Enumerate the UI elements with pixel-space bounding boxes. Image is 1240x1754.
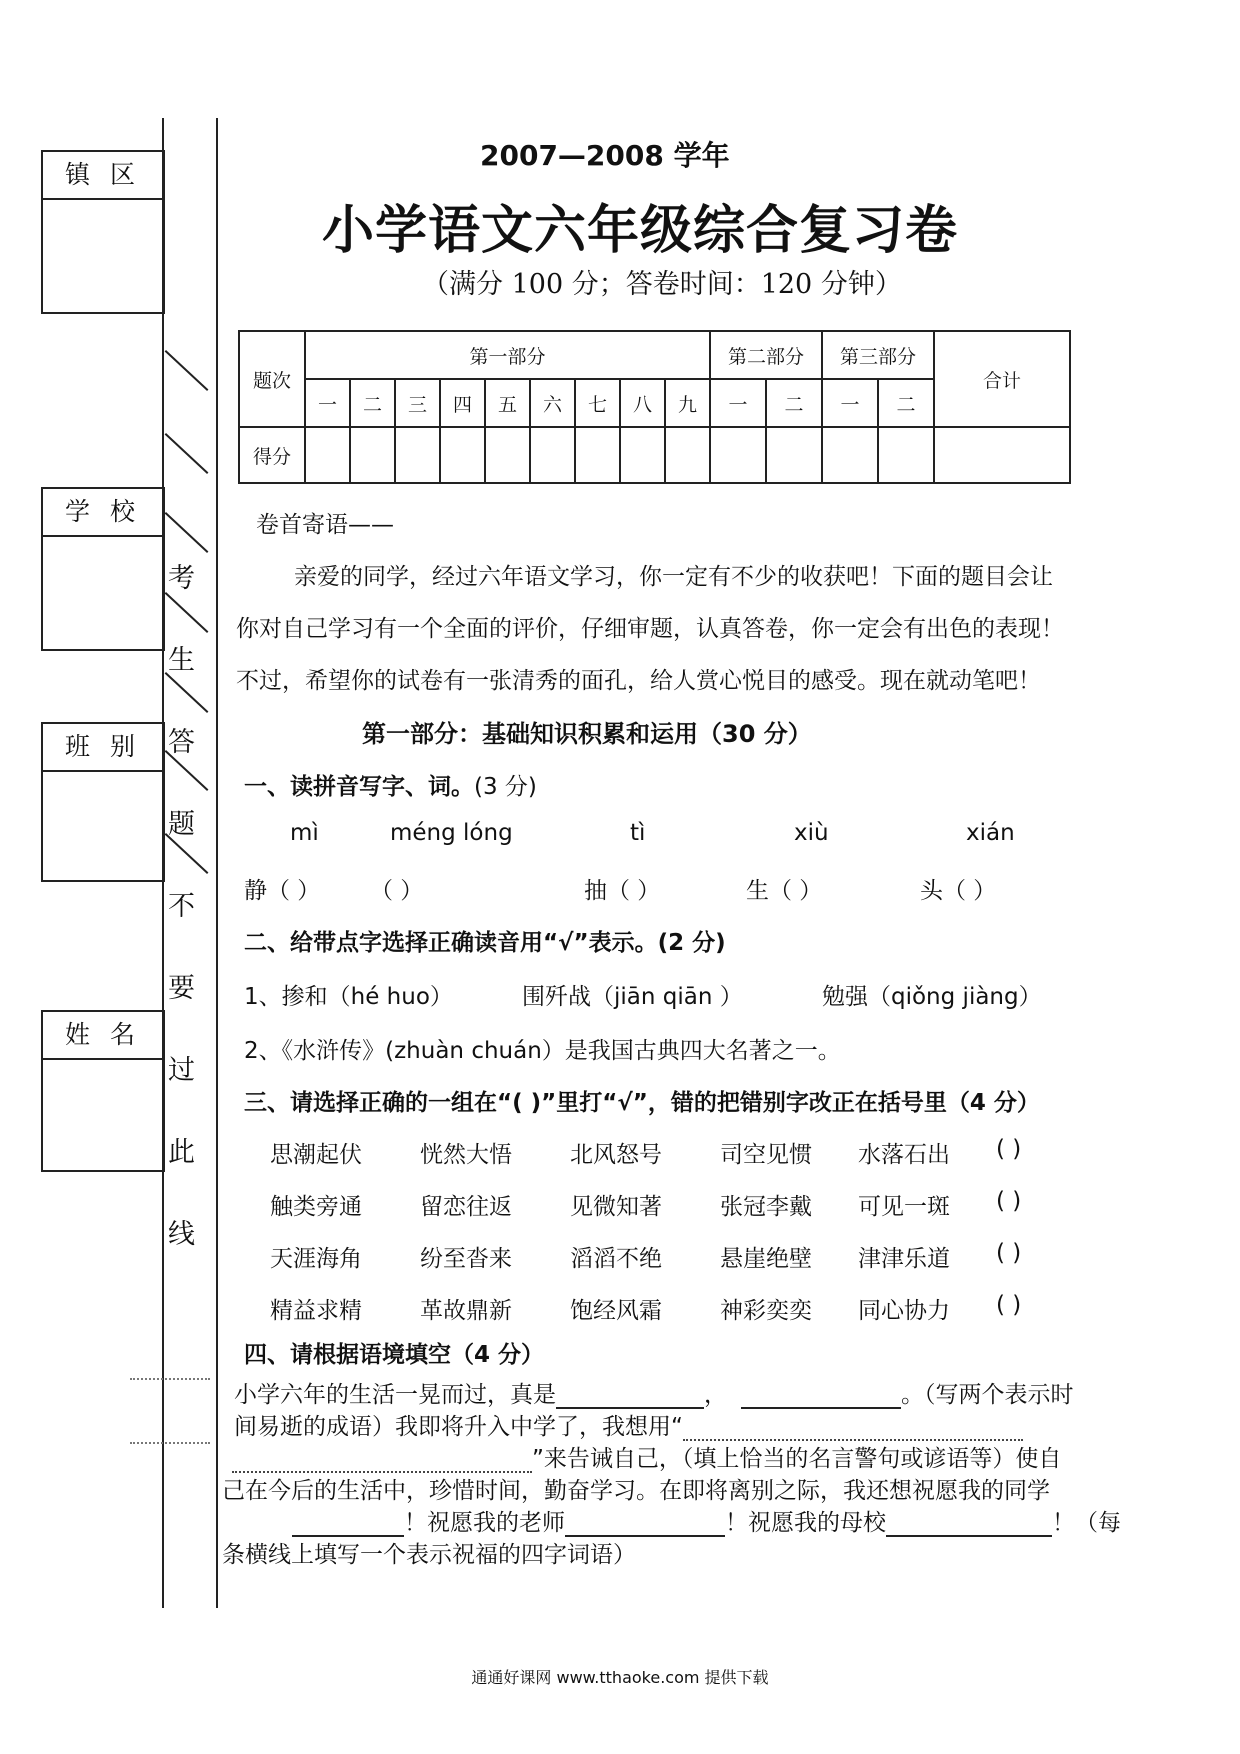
idiom: 天涯海角 bbox=[270, 1246, 362, 1272]
idiom: 神彩奕奕 bbox=[720, 1298, 812, 1324]
pinyin: tì bbox=[630, 820, 646, 846]
answer-slot: 生（ ） bbox=[746, 878, 823, 904]
seal-text-char: 过 bbox=[168, 1055, 195, 1086]
answer-slot: （ ） bbox=[370, 878, 424, 904]
score-cell-total bbox=[934, 427, 1070, 483]
q4-text: 间易逝的成语）我即将升入中学了，我想用“ bbox=[234, 1414, 683, 1440]
idiom: 同心协力 bbox=[858, 1298, 950, 1324]
score-cell bbox=[530, 427, 575, 483]
answer-slot: 抽（ ） bbox=[584, 878, 661, 904]
dotted-separator bbox=[130, 1378, 210, 1380]
seal-slash bbox=[165, 433, 209, 474]
question-number: 一 bbox=[710, 379, 766, 427]
score-table bbox=[238, 330, 1071, 484]
score-cell bbox=[395, 427, 440, 483]
part1-title: 第一部分：基础知识积累和运用（30 分） bbox=[362, 720, 812, 748]
seal-text-char: 线 bbox=[168, 1219, 195, 1250]
q4-text: ！（每 bbox=[1052, 1510, 1121, 1536]
q4-line-5 bbox=[222, 1504, 1121, 1537]
question-number: 九 bbox=[665, 379, 710, 427]
idiom: 滔滔不绝 bbox=[570, 1246, 662, 1272]
fill-blank-dotted[interactable] bbox=[232, 1449, 532, 1473]
class-box bbox=[41, 722, 165, 882]
q2-title: 二、给带点字选择正确读音用“√”表示。(2 分) bbox=[244, 930, 726, 956]
binding-line-right bbox=[216, 118, 218, 1608]
seal-text-char: 要 bbox=[168, 973, 195, 1004]
school-label: 学 校 bbox=[43, 489, 163, 537]
part3-header: 第三部分 bbox=[822, 331, 934, 379]
answer-slot: 头（ ） bbox=[920, 878, 997, 904]
answer-slot: 静（ ） bbox=[244, 878, 321, 904]
seal-text-char: 题 bbox=[168, 809, 195, 840]
idiom: 可见一斑 bbox=[858, 1194, 950, 1220]
seal-text-char: 考 bbox=[168, 563, 195, 594]
idiom-check: ( ) bbox=[996, 1188, 1022, 1214]
q4-line-4 bbox=[222, 1472, 1050, 1505]
dotted-separator bbox=[130, 1442, 210, 1444]
idiom: 悬崖绝壁 bbox=[720, 1246, 812, 1272]
intro-heading: 卷首寄语—— bbox=[256, 512, 394, 538]
q4-line-6 bbox=[222, 1536, 636, 1569]
q1-title: 一、读拼音写字、词。 bbox=[244, 774, 474, 800]
idiom: 思潮起伏 bbox=[270, 1142, 362, 1168]
score-cell bbox=[665, 427, 710, 483]
seal-text-char: 不 bbox=[168, 891, 195, 922]
idiom: 纷至沓来 bbox=[420, 1246, 512, 1272]
fill-blank[interactable] bbox=[292, 1513, 404, 1537]
fill-blank[interactable] bbox=[556, 1385, 704, 1409]
q4-text: ”来告诫自己，（填上恰当的名言警句或谚语等）使自 bbox=[532, 1446, 1062, 1472]
seal-slash bbox=[165, 350, 209, 391]
q4-text: 条横线上填写一个表示祝福的四字词语） bbox=[222, 1542, 636, 1568]
question-number: 二 bbox=[766, 379, 822, 427]
seal-slash bbox=[165, 592, 209, 633]
idiom: 见微知著 bbox=[570, 1194, 662, 1220]
q4-text: 。（写两个表示时 bbox=[901, 1382, 1074, 1408]
score-cell bbox=[822, 427, 878, 483]
question-number: 六 bbox=[530, 379, 575, 427]
q4-text: ， bbox=[704, 1382, 727, 1408]
q2-item: 1、掺和（hé huo） bbox=[244, 984, 453, 1010]
question-number: 一 bbox=[822, 379, 878, 427]
question-number: 一 bbox=[305, 379, 350, 427]
idiom-check: ( ) bbox=[996, 1136, 1022, 1162]
fill-blank[interactable] bbox=[565, 1513, 725, 1537]
class-label: 班 别 bbox=[43, 724, 163, 772]
idiom: 精益求精 bbox=[270, 1298, 362, 1324]
score-cell bbox=[766, 427, 822, 483]
pinyin: méng lóng bbox=[390, 820, 513, 846]
question-number: 二 bbox=[350, 379, 395, 427]
fill-blank[interactable] bbox=[886, 1513, 1052, 1537]
part2-header: 第二部分 bbox=[710, 331, 822, 379]
school-year: 2007—2008 学年 bbox=[480, 139, 730, 172]
idiom: 触类旁通 bbox=[270, 1194, 362, 1220]
question-number: 五 bbox=[485, 379, 530, 427]
idiom: 恍然大悟 bbox=[420, 1142, 512, 1168]
idiom-check: ( ) bbox=[996, 1240, 1022, 1266]
school-box bbox=[41, 487, 165, 651]
idiom: 革故鼎新 bbox=[420, 1298, 512, 1324]
idiom: 水落石出 bbox=[858, 1142, 950, 1168]
q3-title: 三、请选择正确的一组在“( )”里打“√”，错的把错别字改正在括号里（4 分） bbox=[244, 1090, 1040, 1116]
score-cell bbox=[305, 427, 350, 483]
score-cell bbox=[575, 427, 620, 483]
seal-text-char: 生 bbox=[168, 645, 195, 676]
row-label-question: 题次 bbox=[239, 331, 305, 427]
part1-header: 第一部分 bbox=[305, 331, 710, 379]
pinyin: mì bbox=[290, 820, 319, 846]
score-cell bbox=[710, 427, 766, 483]
exam-subtitle: （满分 100 分；答卷时间：120 分钟） bbox=[422, 269, 902, 300]
idiom: 留恋往返 bbox=[420, 1194, 512, 1220]
seal-text-char: 答 bbox=[168, 727, 195, 758]
score-cell bbox=[878, 427, 934, 483]
pinyin: xiù bbox=[794, 820, 829, 846]
seal-slash bbox=[165, 672, 209, 713]
intro-line: 亲爱的同学，经过六年语文学习，你一定有不少的收获吧！下面的题目会让 bbox=[294, 564, 1053, 590]
idiom-check: ( ) bbox=[996, 1292, 1022, 1318]
q4-line-2 bbox=[234, 1408, 1023, 1441]
q4-line-3 bbox=[232, 1440, 1061, 1473]
question-number: 七 bbox=[575, 379, 620, 427]
idiom: 饱经风霜 bbox=[570, 1298, 662, 1324]
row-label-score: 得分 bbox=[239, 427, 305, 483]
q4-text: ！祝愿我的母校 bbox=[725, 1510, 886, 1536]
q1-score: (3 分) bbox=[474, 774, 537, 800]
name-box bbox=[41, 1010, 165, 1172]
score-cell bbox=[620, 427, 665, 483]
footer-credit: 通通好课网 www.tthaoke.com 提供下载 bbox=[471, 1668, 769, 1687]
score-cell bbox=[350, 427, 395, 483]
q2-item: 勉强（qiǒng jiàng） bbox=[822, 984, 1042, 1010]
idiom: 北风怒号 bbox=[570, 1142, 662, 1168]
q2-item: 围歼战（jiān qiān ） bbox=[522, 984, 743, 1010]
question-number: 八 bbox=[620, 379, 665, 427]
town-label: 镇 区 bbox=[43, 152, 163, 200]
fill-blank-dotted[interactable] bbox=[683, 1417, 1023, 1441]
q4-text: 小学六年的生活一晃而过，真是 bbox=[234, 1382, 556, 1408]
fill-blank[interactable] bbox=[741, 1385, 901, 1409]
q4-title: 四、请根据语境填空（4 分） bbox=[244, 1342, 545, 1368]
q1-title-line bbox=[244, 768, 537, 801]
q4-text: ！祝愿我的老师 bbox=[404, 1510, 565, 1536]
score-cell bbox=[440, 427, 485, 483]
q2-item: 2、《水浒传》(zhuàn chuán）是我国古典四大名著之一。 bbox=[244, 1038, 841, 1064]
idiom: 津津乐道 bbox=[858, 1246, 950, 1272]
intro-line: 你对自己学习有一个全面的评价，仔细审题，认真答卷，你一定会有出色的表现！ bbox=[236, 616, 1064, 642]
seal-text-char: 此 bbox=[168, 1137, 195, 1168]
question-number: 四 bbox=[440, 379, 485, 427]
q4-line-1 bbox=[234, 1376, 1074, 1409]
pinyin: xián bbox=[966, 820, 1015, 846]
name-label: 姓 名 bbox=[43, 1012, 163, 1060]
exam-title: 小学语文六年级综合复习卷 bbox=[322, 201, 959, 261]
question-number: 三 bbox=[395, 379, 440, 427]
intro-line: 不过，希望你的试卷有一张清秀的面孔，给人赏心悦目的感受。现在就动笔吧！ bbox=[236, 668, 1041, 694]
town-box bbox=[41, 150, 165, 314]
idiom: 司空见惯 bbox=[720, 1142, 812, 1168]
q4-text: 己在今后的生活中，珍惜时间，勤奋学习。在即将离别之际，我还想祝愿我的同学 bbox=[222, 1478, 1050, 1504]
idiom: 张冠李戴 bbox=[720, 1194, 812, 1220]
question-number: 二 bbox=[878, 379, 934, 427]
seal-slash bbox=[165, 512, 209, 553]
score-cell bbox=[485, 427, 530, 483]
total-header: 合计 bbox=[934, 331, 1070, 427]
